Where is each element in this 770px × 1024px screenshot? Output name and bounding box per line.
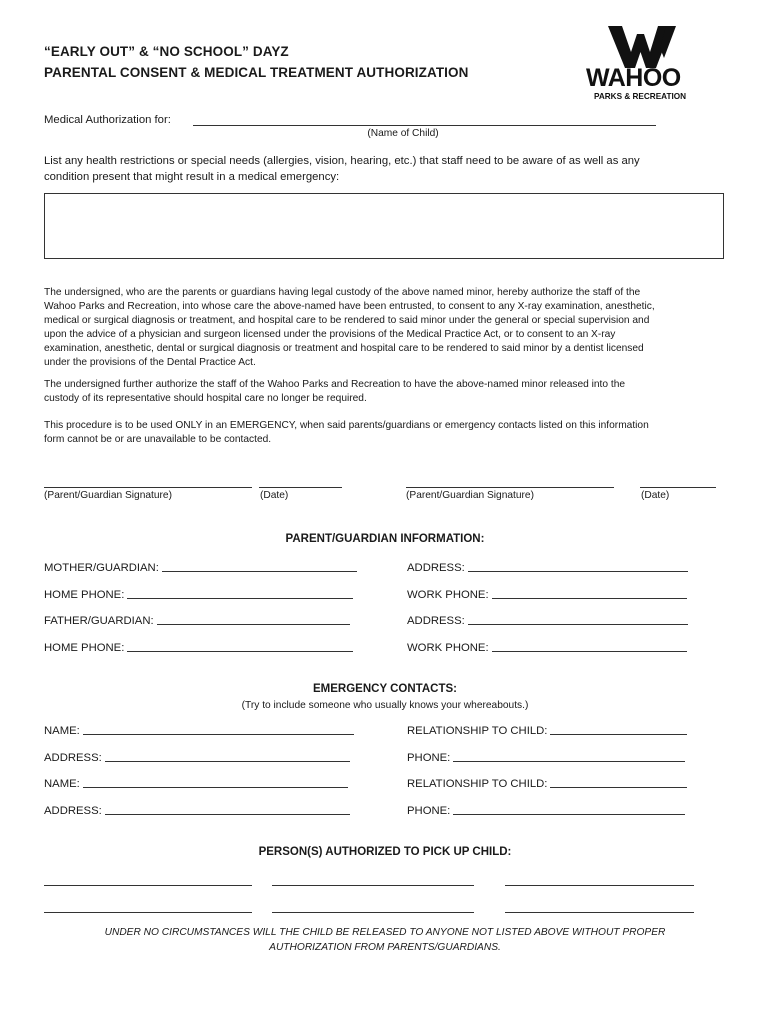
pickup-person-field-5[interactable] — [272, 912, 474, 913]
emergency-address-field-2[interactable] — [105, 813, 350, 815]
father-guardian-label: FATHER/GUARDIAN: — [44, 615, 154, 627]
date-caption-1: (Date) — [260, 490, 289, 501]
emergency-name-row-1 — [44, 725, 354, 737]
consent-p1-line: Wahoo Parks and Recreation, into whose care the above-named have been entrusted, to consent to any X-ray examination, anesthetic, — [44, 301, 655, 312]
emergency-address-row-2 — [44, 805, 350, 817]
emergency-address-row-1 — [44, 752, 350, 764]
mother-guardian-label: MOTHER/GUARDIAN: — [44, 562, 159, 574]
emergency-contacts-subheading: (Try to include someone who usually knows your whereabouts.) — [241, 700, 529, 711]
logo-wordmark: WAHOO — [586, 64, 681, 92]
emergency-phone-row-1 — [407, 752, 685, 764]
father-guardian-row — [44, 615, 350, 627]
father-address-label: ADDRESS: — [407, 615, 465, 627]
father-work-phone-field[interactable] — [492, 650, 687, 652]
emergency-address-field-1[interactable] — [105, 760, 350, 762]
father-home-phone-label: HOME PHONE: — [44, 642, 125, 654]
date-caption-2: (Date) — [641, 490, 670, 501]
date-field-1[interactable] — [259, 487, 342, 488]
father-home-phone-field[interactable] — [127, 650, 353, 652]
guardian-signature-field-2[interactable] — [406, 487, 614, 488]
footer-warning-line1: UNDER NO CIRCUMSTANCES WILL THE CHILD BE RELEASED TO ANYONE NOT LISTED ABOVE WITHOUT PROPER — [104, 927, 666, 938]
consent-p2-line: custody of its representative should hospital care no longer be required. — [44, 393, 367, 404]
medical-authorization-label: Medical Authorization for: — [44, 114, 171, 126]
guardian-info-heading: PARENT/GUARDIAN INFORMATION: — [285, 533, 485, 545]
emergency-relationship-row-2 — [407, 778, 687, 790]
consent-paragraph-3 — [44, 419, 734, 447]
child-name-caption: (Name of Child) — [367, 128, 439, 139]
mother-home-phone-label: HOME PHONE: — [44, 589, 125, 601]
mother-guardian-field[interactable] — [162, 570, 357, 572]
date-field-2[interactable] — [640, 487, 716, 488]
emergency-name-row-2 — [44, 778, 348, 790]
emergency-contacts-heading: EMERGENCY CONTACTS: — [313, 683, 457, 695]
emergency-phone-field-2[interactable] — [453, 813, 685, 815]
mother-home-phone-row — [44, 589, 353, 601]
emergency-relationship-label: RELATIONSHIP TO CHILD: — [407, 778, 548, 790]
health-prompt-line2: condition present that might result in a medical emergency: — [44, 171, 340, 183]
emergency-name-field-2[interactable] — [83, 786, 348, 788]
father-home-phone-row — [44, 642, 353, 654]
emergency-name-field-1[interactable] — [83, 733, 354, 735]
consent-p1-line: The undersigned, who are the parents or guardians having legal custody of the above named minor, hereby authorize the staff of the — [44, 287, 641, 298]
emergency-relationship-label: RELATIONSHIP TO CHILD: — [407, 725, 548, 737]
emergency-phone-row-2 — [407, 805, 685, 817]
pickup-person-field-3[interactable] — [505, 885, 694, 886]
mother-work-phone-field[interactable] — [492, 597, 687, 599]
father-address-row — [407, 615, 688, 627]
father-work-phone-label: WORK PHONE: — [407, 642, 489, 654]
father-guardian-field[interactable] — [157, 623, 350, 625]
pickup-person-field-2[interactable] — [272, 885, 474, 886]
father-work-phone-row — [407, 642, 687, 654]
consent-p1-line: medical or surgical diagnosis or treatment, and hospital care to be rendered to said minor under the general or special supervision and — [44, 315, 650, 326]
consent-p1-line: examination, anesthetic, dental or surgical diagnosis or treatment and hospital care to be rendered to said minor by a dentist licensed — [44, 343, 644, 354]
emergency-phone-label: PHONE: — [407, 805, 451, 817]
consent-p3-line: form cannot be or are unavailable to be contacted. — [44, 434, 272, 445]
logo-subtext: PARKS & RECREATION — [594, 92, 687, 101]
emergency-name-label: NAME: — [44, 778, 80, 790]
medical-authorization-row — [44, 114, 171, 126]
form-title-line1: “EARLY OUT” & “NO SCHOOL” DAYZ — [44, 44, 289, 59]
emergency-phone-label: PHONE: — [407, 752, 451, 764]
child-name-field[interactable] — [193, 125, 656, 126]
form-title-line2: PARENTAL CONSENT & MEDICAL TREATMENT AUTHORIZATION — [44, 65, 469, 80]
pickup-person-field-4[interactable] — [44, 912, 252, 913]
consent-paragraph-2 — [44, 378, 734, 406]
emergency-relationship-field-1[interactable] — [550, 733, 687, 735]
emergency-phone-field-1[interactable] — [453, 760, 685, 762]
mother-address-row — [407, 562, 688, 574]
mother-guardian-row — [44, 562, 357, 574]
signature-caption-2: (Parent/Guardian Signature) — [406, 490, 534, 501]
mother-home-phone-field[interactable] — [127, 597, 353, 599]
mother-address-field[interactable] — [468, 570, 688, 572]
footer-warning-line2: AUTHORIZATION FROM PARENTS/GUARDIANS. — [269, 942, 501, 953]
emergency-name-label: NAME: — [44, 725, 80, 737]
mother-work-phone-row — [407, 589, 687, 601]
health-restrictions-textbox[interactable] — [44, 193, 724, 259]
consent-p3-line: This procedure is to be used ONLY in an EMERGENCY, when said parents/guardians or emergency contacts listed on this information — [44, 420, 649, 431]
mother-work-phone-label: WORK PHONE: — [407, 589, 489, 601]
emergency-address-label: ADDRESS: — [44, 752, 102, 764]
pickup-person-field-1[interactable] — [44, 885, 252, 886]
signature-caption-1: (Parent/Guardian Signature) — [44, 490, 172, 501]
emergency-relationship-field-2[interactable] — [550, 786, 687, 788]
emergency-address-label: ADDRESS: — [44, 805, 102, 817]
father-address-field[interactable] — [468, 623, 688, 625]
consent-p1-line: under the provisions of the Dental Practice Act. — [44, 357, 256, 368]
health-prompt-line1: List any health restrictions or special needs (allergies, vision, hearing, etc.) that staff need to be aware of as well as any — [44, 155, 640, 167]
mother-address-label: ADDRESS: — [407, 562, 465, 574]
emergency-relationship-row-1 — [407, 725, 687, 737]
pickup-person-field-6[interactable] — [505, 912, 694, 913]
consent-paragraph-1 — [44, 286, 734, 370]
wahoo-logo — [584, 22, 694, 104]
guardian-signature-field-1[interactable] — [44, 487, 252, 488]
consent-p2-line: The undersigned further authorize the staff of the Wahoo Parks and Recreation to have the above-named minor released into the — [44, 379, 626, 390]
consent-p1-line: upon the advice of a physician and surgeon licensed under the provisions of the Medical Practice Act, or to consent to an X-ray — [44, 329, 616, 340]
pickup-heading: PERSON(S) AUTHORIZED TO PICK UP CHILD: — [258, 846, 512, 858]
